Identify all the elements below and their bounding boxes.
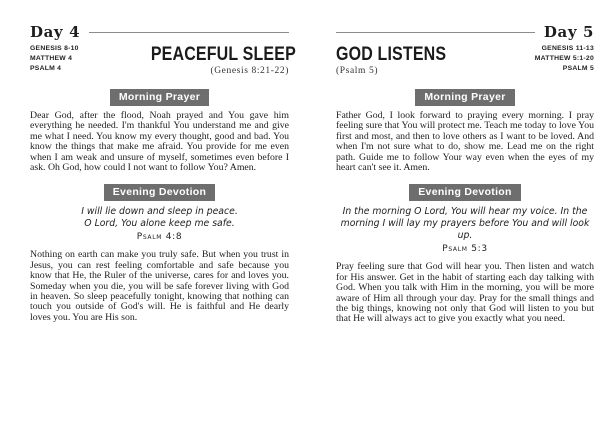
- morning-prayer-text: Dear God, after the flood, Noah prayed and You gave him everything he needed. I'm thankful You understand me and give me what I need. You know my every thought, good and bad. You know the things that make me afraid. You provide for me even when I am weak and unsure of myself, sometimes even before I ask. Oh God, how could I not want to follow You? Amen.: [30, 110, 289, 174]
- morning-badge-row: [30, 87, 289, 106]
- reading-plan: [30, 44, 79, 74]
- reading-item: MATTHEW 4: [30, 55, 73, 62]
- evening-devotion-badge: Evening Devotion: [409, 184, 520, 201]
- verse-line: O Lord, You alone keep me safe.: [84, 218, 235, 230]
- evening-badge-row: [336, 182, 594, 201]
- reading-item: MATTHEW 5:1-20: [534, 55, 594, 62]
- verse-reference: Psalm 4:8: [136, 232, 183, 243]
- page-header: [336, 24, 594, 40]
- verse-line: I will lie down and sleep in peace.: [81, 206, 238, 218]
- evening-devotion-text: Nothing on earth can make you truly safe. But when you trust in Jesus, you can rest feeling comfortable and safe because you know that He, the Ruler of the universe, cares for and loves you. Someday when you die, you will be safe forever living with God in heaven. So sleep peacefully tonight, knowing that nothing can touch you outside of God's will. He is faithful and He dearly loves you. You are His son.: [30, 249, 289, 323]
- reading-item: PSALM 4: [30, 65, 62, 72]
- morning-prayer-badge: Morning Prayer: [110, 89, 209, 106]
- morning-badge-row: [336, 87, 594, 106]
- day-label: Day 5: [543, 23, 594, 41]
- reading-item: GENESIS 11-13: [541, 45, 594, 52]
- verse-line: In the morning O Lord, You will hear my voice. In the: [342, 206, 588, 218]
- devotion-subtitle: (Psalm 5): [336, 66, 379, 76]
- header-rule: [89, 32, 289, 33]
- reading-item: PSALM 5: [562, 65, 594, 72]
- devotion-title: GOD LISTENS: [336, 43, 447, 65]
- devotion-subtitle: (Genesis 8:21-22): [210, 66, 289, 76]
- page-day-5: [306, 0, 612, 432]
- evening-badge-row: [30, 182, 289, 201]
- title-block: [119, 43, 296, 76]
- devotion-title: PEACEFUL SLEEP: [150, 43, 296, 65]
- header-rule: [336, 32, 535, 33]
- evening-devotion-badge: Evening Devotion: [104, 184, 215, 201]
- verse-reference: Psalm 5:3: [442, 244, 488, 255]
- morning-prayer-text: Father God, I look forward to praying every morning. I pray feeling sure that You will protect me. Teach me today to love You first and most, and then to love others as I want to be loved. And when I'm not sure what to do, show me. Lead me on the right path. Guide me to follow Your way even when the eyes of my heart can't see it. Amen.: [336, 110, 594, 174]
- verse-line: morning I will lay my prayers before You and will look up.: [340, 218, 590, 242]
- title-block: [336, 44, 470, 76]
- scripture-verse: [336, 206, 594, 255]
- scripture-verse: [30, 206, 289, 243]
- evening-devotion-text: Pray feeling sure that God will hear you. Then listen and watch for His answer. Get in the habit of starting each day talking with God. When you talk with Him in the morning, you will be more aware of Him all through your day. Pray for the small things and the big things, knowing not only that God will listen to you but that He will always act to give you exactly what you need.: [336, 261, 594, 325]
- reading-plan: [535, 44, 594, 74]
- day-label: Day 4: [30, 23, 81, 41]
- title-row: [336, 44, 594, 78]
- page-header: [30, 24, 289, 40]
- reading-item: GENESIS 8-10: [30, 45, 79, 52]
- morning-prayer-badge: Morning Prayer: [415, 89, 514, 106]
- title-row: [30, 43, 296, 78]
